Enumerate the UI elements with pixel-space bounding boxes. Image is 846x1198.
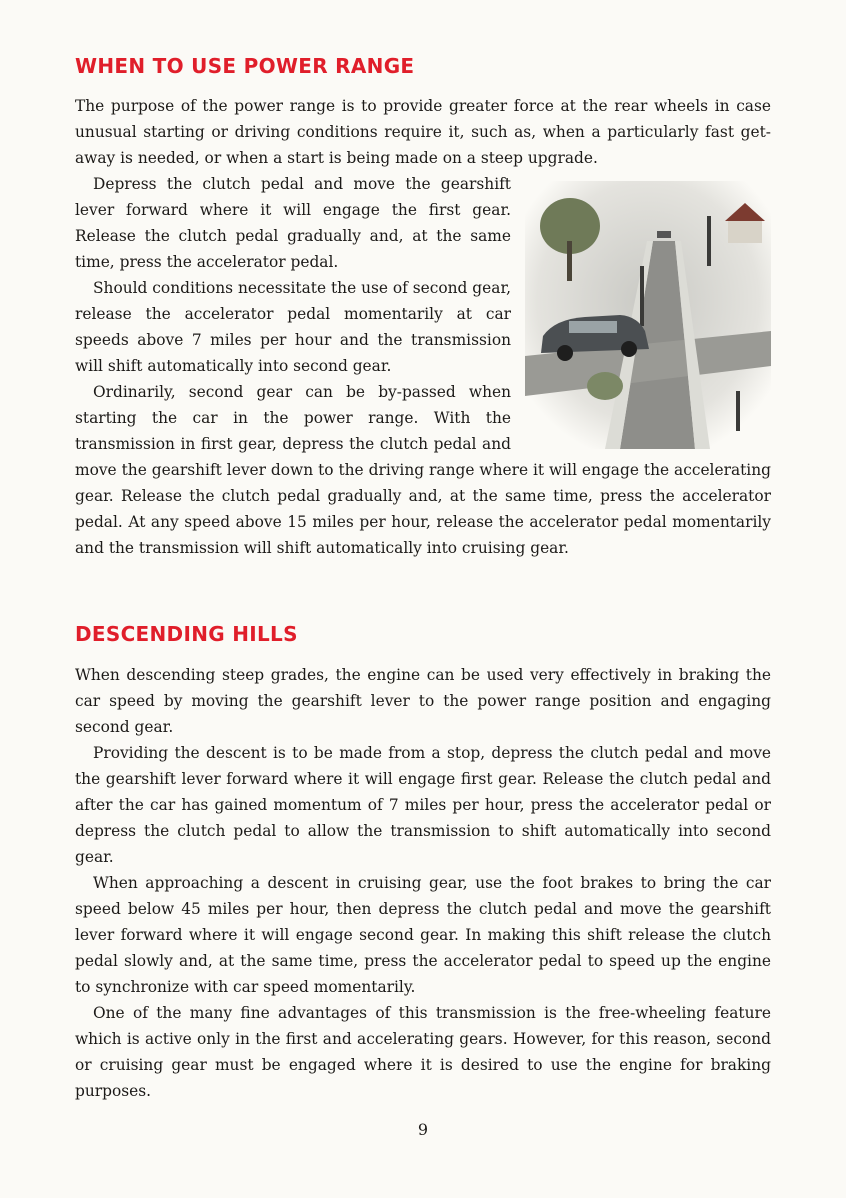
paragraph: The purpose of the power range is to provide greater force at the rear wheels in case unusual starting or driving conditions require it, such as, when a particularly fast get-away is needed, or when a start is being made on a steep upgrade. [75, 97, 771, 167]
page-number: 9 [417, 1120, 429, 1139]
street-intersection-illustration [525, 181, 771, 449]
paragraph: One of the many fine advantages of this transmission is the free-wheeling feature which is active only in the first and accelerating gears. However, for this reason, second or cruising gear must be engaged where it is desired to use the engine for braking purposes. [75, 1004, 771, 1100]
paragraph: Ordinarily, second gear can be by-passed when starting the car in the power range. With the transmission in first gear, depress the clutch pedal and move the gearshift lever down to the driving range where it will engage the accelerating gear. Release the clutch pedal gradually and, at the same time, press the accelerator pedal. At any speed above 15 miles per hour, release the accelerator pedal momentarily and the transmission will shift automatically into cruising gear. [75, 383, 771, 557]
paragraph: When descending steep grades, the engine can be used very effectively in braking the car speed by moving the gearshift lever to the power range position and engaging second gear. [75, 666, 771, 736]
section-descending-hills-body [75, 662, 771, 1104]
paragraph: Providing the descent is to be made from a stop, depress the clutch pedal and move the gearshift lever forward where it will engage first gear. Release the clutch pedal and after the car has gained momentum of 7 miles per hour, press the accelerator pedal or depress the clutch pedal to allow the transmission to shift automatically into second gear. [75, 744, 771, 866]
section-heading-descending-hills: DESCENDING HILLS [75, 622, 298, 646]
illustration-drawing [525, 181, 771, 449]
paragraph: Depress the clutch pedal and move the gearshift lever forward where it will engage the first gear. Release the clutch pedal gradually and, at the same time, press the accelerator pedal. [75, 175, 511, 271]
section-heading-power-range: WHEN TO USE POWER RANGE [75, 54, 415, 78]
section-power-range-body [75, 93, 771, 561]
paragraph: When approaching a descent in cruising gear, use the foot brakes to bring the car speed below 45 miles per hour, then depress the clutch pedal and move the gearshift lever forward where it will engage second gear. In making this shift release the clutch pedal slowly and, at the same time, press the accelerator pedal to speed up the engine to synchronize with car speed momentarily. [75, 874, 771, 996]
paragraph: Should conditions necessitate the use of second gear, release the accelerator pedal momentarily at car speeds above 7 miles per hour and the transmission will shift automatically into second gear. [75, 279, 511, 375]
